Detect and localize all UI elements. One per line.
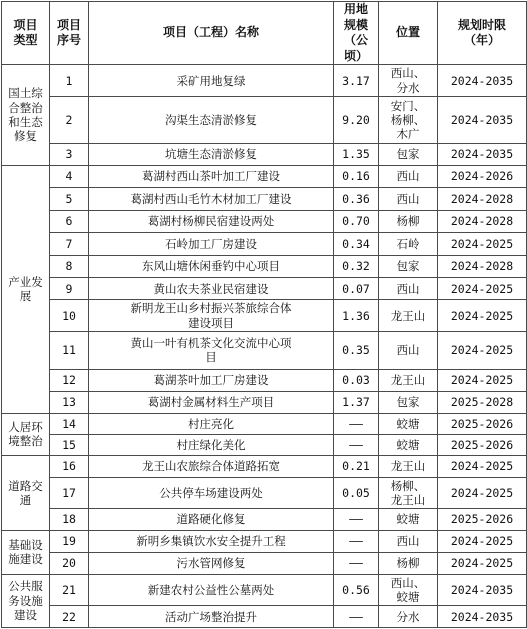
seq-cell: 1 (50, 65, 89, 97)
location-cell: 分水 (379, 606, 438, 628)
seq-cell: 18 (50, 509, 89, 530)
project-name-cell: 东风山塘休闲垂钓中心项目 (89, 255, 334, 277)
project-type-cell: 人居环 境整治 (2, 413, 50, 456)
seq-cell: 9 (50, 278, 89, 300)
seq-cell: 14 (50, 413, 89, 434)
project-table (1, 1, 527, 628)
seq-cell: 19 (50, 530, 89, 552)
location-cell: 西山 (379, 278, 438, 300)
seq-cell: 22 (50, 606, 89, 628)
location-cell: 龙王山 (379, 456, 438, 477)
land-scale-cell: 0.32 (334, 255, 379, 277)
period-cell: 2024-2026 (438, 165, 527, 187)
seq-cell: 8 (50, 255, 89, 277)
land-scale-cell: 0.07 (334, 278, 379, 300)
land-scale-cell: 0.36 (334, 188, 379, 210)
table-row (2, 300, 527, 332)
land-scale-cell: 0.16 (334, 165, 379, 187)
location-cell: 包家 (379, 255, 438, 277)
project-name-cell: 葛湖村西山毛竹木材加工厂建设 (89, 188, 334, 210)
location-cell: 西山 (379, 332, 438, 369)
seq-cell: 6 (50, 210, 89, 232)
location-cell: 蛟塘 (379, 509, 438, 530)
project-name-cell: 新明乡集镇饮水安全提升工程 (89, 530, 334, 552)
location-cell: 杨柳 (379, 210, 438, 232)
project-name-cell: 新明龙王山乡村振兴茶旅综合体 建设项目 (89, 300, 334, 332)
period-cell: 2024-2025 (438, 278, 527, 300)
land-scale-cell: 0.03 (334, 369, 379, 391)
land-scale-cell: —— (334, 509, 379, 530)
table-row (2, 233, 527, 255)
seq-cell: 2 (50, 97, 89, 144)
location-cell: 包家 (379, 144, 438, 165)
project-name-cell: 污水管网修复 (89, 553, 334, 574)
table-row (2, 553, 527, 574)
location-cell: 石岭 (379, 233, 438, 255)
land-scale-cell: 0.05 (334, 477, 379, 509)
table-row (2, 188, 527, 210)
seq-cell: 21 (50, 574, 89, 606)
period-cell: 2025-2026 (438, 509, 527, 530)
period-cell: 2024-2025 (438, 553, 527, 574)
table-row (2, 456, 527, 477)
table-row (2, 369, 527, 391)
table-row (2, 413, 527, 434)
period-cell: 2024-2025 (438, 233, 527, 255)
period-cell: 2024-2035 (438, 574, 527, 606)
seq-cell: 4 (50, 165, 89, 187)
period-cell: 2024-2025 (438, 300, 527, 332)
table-row (2, 606, 527, 628)
header-location: 位置 (379, 2, 438, 65)
location-cell: 西山 (379, 165, 438, 187)
land-scale-cell: —— (334, 553, 379, 574)
project-name-cell: 葛湖村杨柳民宿建设两处 (89, 210, 334, 232)
location-cell: 包家 (379, 392, 438, 413)
header-project-seq: 项目 序号 (50, 2, 89, 65)
location-cell: 西山、 分水 (379, 65, 438, 97)
location-cell: 蛟塘 (379, 434, 438, 455)
land-scale-cell: —— (334, 606, 379, 628)
location-cell: 杨柳 (379, 553, 438, 574)
period-cell: 2024-2035 (438, 144, 527, 165)
seq-cell: 20 (50, 553, 89, 574)
project-name-cell: 黄山农夫茶业民宿建设 (89, 278, 334, 300)
project-type-cell: 国土综 合整治 和生态 修复 (2, 65, 50, 165)
project-type-cell: 基础设 施建设 (2, 530, 50, 574)
table-row (2, 574, 527, 606)
location-cell: 蛟塘 (379, 413, 438, 434)
table-row (2, 165, 527, 187)
location-cell: 龙王山 (379, 369, 438, 391)
location-cell: 龙王山 (379, 300, 438, 332)
table-row (2, 210, 527, 232)
land-scale-cell: 1.37 (334, 392, 379, 413)
seq-cell: 16 (50, 456, 89, 477)
period-cell: 2024-2028 (438, 210, 527, 232)
seq-cell: 5 (50, 188, 89, 210)
period-cell: 2024-2025 (438, 456, 527, 477)
period-cell: 2024-2028 (438, 188, 527, 210)
table-row (2, 477, 527, 509)
land-scale-cell: 0.21 (334, 456, 379, 477)
project-name-cell: 黄山一叶有机茶文化交流中心项 目 (89, 332, 334, 369)
location-cell: 安门、 杨柳、 木广 (379, 97, 438, 144)
project-name-cell: 葛湖茶叶加工厂房建设 (89, 369, 334, 391)
table-row (2, 255, 527, 277)
project-type-cell: 产业发 展 (2, 165, 50, 413)
project-name-cell: 石岭加工厂房建设 (89, 233, 334, 255)
seq-cell: 7 (50, 233, 89, 255)
period-cell: 2025-2026 (438, 413, 527, 434)
project-name-cell: 村庄绿化美化 (89, 434, 334, 455)
period-cell: 2024-2025 (438, 332, 527, 369)
land-scale-cell: 0.56 (334, 574, 379, 606)
land-scale-cell: —— (334, 413, 379, 434)
project-type-cell: 道路交 通 (2, 456, 50, 531)
location-cell: 西山 (379, 530, 438, 552)
project-name-cell: 新建农村公益性公墓两处 (89, 574, 334, 606)
period-cell: 2024-2035 (438, 606, 527, 628)
project-name-cell: 龙王山农旅综合体道路拓宽 (89, 456, 334, 477)
project-type-cell: 公共服 务设施 建设 (2, 574, 50, 627)
land-scale-cell: 1.36 (334, 300, 379, 332)
land-scale-cell: 1.35 (334, 144, 379, 165)
location-cell: 杨柳、 龙王山 (379, 477, 438, 509)
seq-cell: 11 (50, 332, 89, 369)
table-row (2, 97, 527, 144)
project-name-cell: 道路硬化修复 (89, 509, 334, 530)
period-cell: 2024-2025 (438, 530, 527, 552)
header-row (2, 2, 527, 65)
land-scale-cell: —— (334, 434, 379, 455)
project-name-cell: 坑塘生态清淤修复 (89, 144, 334, 165)
table-row (2, 332, 527, 369)
period-cell: 2024-2028 (438, 255, 527, 277)
table-row (2, 278, 527, 300)
table-row (2, 392, 527, 413)
seq-cell: 10 (50, 300, 89, 332)
land-scale-cell: —— (334, 530, 379, 552)
project-name-cell: 村庄亮化 (89, 413, 334, 434)
period-cell: 2024-2025 (438, 369, 527, 391)
seq-cell: 15 (50, 434, 89, 455)
header-project-type: 项目 类型 (2, 2, 50, 65)
project-name-cell: 葛湖村金属材料生产项目 (89, 392, 334, 413)
project-name-cell: 葛湖村西山茶叶加工厂建设 (89, 165, 334, 187)
project-name-cell: 活动广场整治提升 (89, 606, 334, 628)
seq-cell: 12 (50, 369, 89, 391)
land-scale-cell: 9.20 (334, 97, 379, 144)
table-row (2, 530, 527, 552)
project-name-cell: 采矿用地复绿 (89, 65, 334, 97)
table-row (2, 509, 527, 530)
table-row (2, 144, 527, 165)
seq-cell: 13 (50, 392, 89, 413)
location-cell: 西山、 蛟塘 (379, 574, 438, 606)
period-cell: 2025-2028 (438, 392, 527, 413)
project-name-cell: 公共停车场建设两处 (89, 477, 334, 509)
table-row (2, 65, 527, 97)
period-cell: 2024-2035 (438, 65, 527, 97)
header-period: 规划时限 （年） (438, 2, 527, 65)
seq-cell: 3 (50, 144, 89, 165)
table-row (2, 434, 527, 455)
project-name-cell: 沟渠生态清淤修复 (89, 97, 334, 144)
land-scale-cell: 0.70 (334, 210, 379, 232)
header-project-name: 项目（工程）名称 (89, 2, 334, 65)
header-land-scale: 用地 规模 （公 顷） (334, 2, 379, 65)
land-scale-cell: 0.35 (334, 332, 379, 369)
land-scale-cell: 3.17 (334, 65, 379, 97)
period-cell: 2024-2025 (438, 477, 527, 509)
seq-cell: 17 (50, 477, 89, 509)
period-cell: 2025-2026 (438, 434, 527, 455)
location-cell: 西山 (379, 188, 438, 210)
period-cell: 2024-2035 (438, 97, 527, 144)
land-scale-cell: 0.34 (334, 233, 379, 255)
